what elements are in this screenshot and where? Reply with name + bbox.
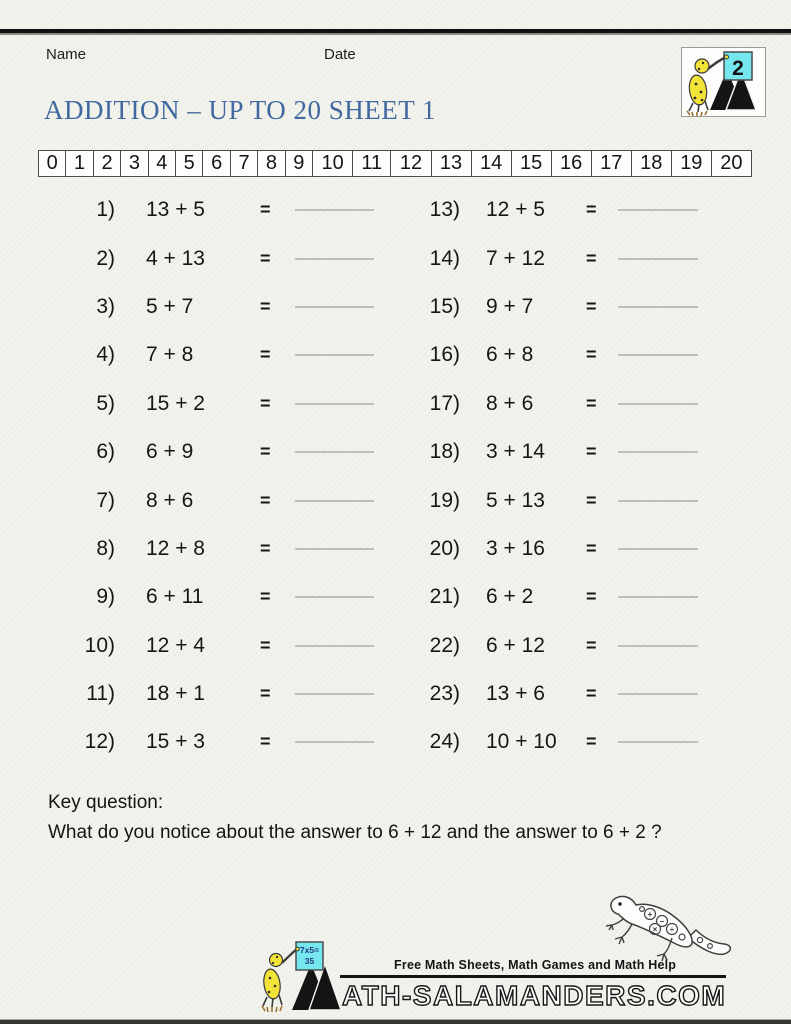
problem-row: [390, 525, 735, 573]
problem-expression: 8 + 6: [486, 391, 534, 415]
number-line-cell: 8: [258, 151, 285, 177]
date-label: Date: [324, 46, 356, 63]
number-line-cell: 16: [551, 151, 591, 177]
problem-expression: 6 + 9: [146, 440, 194, 464]
problem-expression: 4 + 13: [146, 246, 205, 270]
page-title: ADDITION – UP TO 20 SHEET 1: [44, 95, 437, 125]
header-logo: [681, 47, 766, 117]
problem-row: [390, 428, 735, 476]
problem-number: 6): [96, 440, 115, 464]
problem-expression: 15 + 2: [146, 391, 205, 415]
problem-number: 13): [429, 198, 460, 222]
problem-number: 11): [86, 682, 115, 706]
problem-row: [390, 380, 735, 428]
problem-expression: 6 + 11: [146, 585, 204, 609]
number-line-cell: 9: [285, 151, 312, 177]
number-line-cell: 6: [203, 151, 230, 177]
problem-row: [45, 186, 390, 234]
equals-sign: =: [586, 731, 597, 752]
answer-blank[interactable]: [295, 210, 374, 211]
problem-expression: 18 + 1: [146, 682, 205, 706]
answer-blank[interactable]: [618, 694, 698, 695]
answer-blank[interactable]: [618, 597, 698, 598]
problem-number: 9): [96, 585, 115, 609]
footer-salamander-figure: [262, 947, 299, 1012]
problem-number: 24): [429, 730, 460, 754]
equals-sign: =: [586, 586, 597, 607]
problem-expression: 5 + 7: [146, 294, 194, 318]
problem-expression: 13 + 6: [486, 682, 545, 706]
equals-sign: =: [586, 441, 597, 462]
answer-blank[interactable]: [295, 403, 374, 404]
answer-blank[interactable]: [295, 258, 374, 259]
answer-blank[interactable]: [295, 452, 374, 453]
problem-expression: 10 + 10: [486, 730, 557, 754]
problem-row: [45, 718, 390, 766]
equals-sign: =: [260, 199, 271, 220]
problem-number: 10): [84, 633, 115, 657]
problem-expression: 12 + 4: [146, 633, 205, 657]
problem-expression: 5 + 13: [486, 488, 545, 512]
badge-number: 2: [732, 57, 744, 80]
problem-number: 20): [429, 536, 460, 560]
number-line-cell: 0: [39, 151, 66, 177]
equals-sign: =: [260, 441, 271, 462]
site-name-text: ATH-SALAMANDERS.COM: [342, 979, 727, 1011]
equals-sign: =: [260, 586, 271, 607]
problem-expression: 12 + 8: [146, 536, 205, 560]
footer-badge-line2: 35: [304, 956, 315, 966]
answer-blank[interactable]: [295, 500, 374, 501]
problem-row: [390, 573, 735, 621]
number-line-cell: 3: [121, 151, 148, 177]
problem-row: [390, 670, 735, 718]
problem-row: [390, 234, 735, 282]
problem-number: 5): [96, 391, 115, 415]
number-line-table: [38, 150, 752, 177]
footer-logo: [258, 938, 726, 1014]
answer-blank[interactable]: [295, 597, 374, 598]
footer-text-block: [340, 958, 726, 1012]
answer-blank[interactable]: [618, 403, 698, 404]
answer-blank[interactable]: [618, 355, 698, 356]
number-line-cell: 4: [148, 151, 175, 177]
spot-symbol: +: [647, 910, 653, 919]
problem-row: [45, 476, 390, 524]
equals-sign: =: [260, 296, 271, 317]
problem-expression: 9 + 7: [486, 294, 534, 318]
problem-number: 3): [96, 294, 115, 318]
problem-number: 19): [429, 488, 460, 512]
key-question-label: Key question:: [48, 792, 164, 813]
equals-sign: =: [260, 248, 271, 269]
problem-expression: 12 + 5: [486, 198, 545, 222]
problem-number: 17): [429, 391, 460, 415]
name-label: Name: [46, 46, 87, 63]
problem-number: 4): [96, 343, 115, 367]
top-rule: [0, 29, 791, 33]
number-line-cell: 14: [471, 151, 511, 177]
number-line-cell: 19: [671, 151, 711, 177]
problems-column-right: [390, 186, 735, 767]
problem-row: [390, 186, 735, 234]
number-line-cell: 12: [391, 151, 431, 177]
key-question-text: What do you notice about the answer to 6 + 12 and the answer to 6 + 2 ?: [48, 822, 662, 843]
problem-expression: 8 + 6: [146, 488, 194, 512]
problem-number: 23): [429, 682, 460, 706]
problem-number: 7): [96, 488, 115, 512]
problem-row: [45, 234, 390, 282]
equals-sign: =: [260, 393, 271, 414]
problem-row: [45, 525, 390, 573]
problems-column-left: [45, 186, 390, 767]
problem-row: [45, 573, 390, 621]
answer-blank[interactable]: [295, 694, 374, 695]
number-line-cell: 13: [431, 151, 471, 177]
answer-blank[interactable]: [618, 452, 698, 453]
problem-number: 15): [429, 294, 460, 318]
problem-expression: 7 + 8: [146, 343, 194, 367]
number-line-cell: 15: [511, 151, 551, 177]
problem-number: 14): [429, 246, 460, 270]
answer-blank[interactable]: [295, 355, 374, 356]
answer-blank[interactable]: [618, 548, 698, 549]
salamander-easel-icon: [682, 48, 765, 116]
problem-expression: 15 + 3: [146, 730, 205, 754]
problem-row: [45, 670, 390, 718]
problem-expression: 6 + 8: [486, 343, 534, 367]
equals-sign: =: [586, 490, 597, 511]
problem-row: [45, 331, 390, 379]
equals-sign: =: [260, 635, 271, 656]
equals-sign: =: [586, 344, 597, 365]
number-line-cell: 5: [176, 151, 203, 177]
problem-row: [45, 283, 390, 331]
problem-expression: 13 + 5: [146, 198, 205, 222]
answer-blank[interactable]: [295, 306, 374, 307]
problem-row: [390, 331, 735, 379]
equals-sign: =: [260, 683, 271, 704]
answer-blank[interactable]: [295, 645, 374, 646]
problem-row: [390, 283, 735, 331]
answer-blank[interactable]: [618, 258, 698, 259]
problem-number: 1): [96, 198, 115, 222]
equals-sign: =: [586, 248, 597, 269]
equals-sign: =: [586, 683, 597, 704]
footer-tagline: Free Math Sheets, Math Games and Math Help: [340, 958, 726, 978]
problem-number: 21): [429, 585, 460, 609]
problem-number: 16): [429, 343, 460, 367]
problem-expression: 3 + 16: [486, 536, 545, 560]
problem-expression: 3 + 14: [486, 440, 545, 464]
equals-sign: =: [586, 393, 597, 414]
number-line-cell: 11: [353, 151, 391, 177]
spot-symbol: ×: [652, 925, 658, 934]
problem-row: [390, 476, 735, 524]
equals-sign: =: [586, 199, 597, 220]
spot-symbol: ÷: [669, 925, 675, 934]
problem-number: 12): [84, 730, 115, 754]
answer-blank[interactable]: [295, 548, 374, 549]
equals-sign: =: [586, 538, 597, 559]
problem-expression: 6 + 2: [486, 585, 534, 609]
number-line-cell: 2: [93, 151, 120, 177]
answer-blank[interactable]: [618, 500, 698, 501]
equals-sign: =: [260, 538, 271, 559]
problem-row: [390, 622, 735, 670]
problem-row: [390, 718, 735, 766]
number-line-cell: 1: [66, 151, 93, 177]
number-line-cell: 18: [631, 151, 671, 177]
number-line-cell: 10: [313, 151, 353, 177]
equals-sign: =: [260, 344, 271, 365]
answer-blank[interactable]: [618, 742, 698, 743]
problem-row: [45, 380, 390, 428]
answer-blank[interactable]: [618, 306, 698, 307]
equals-sign: =: [586, 296, 597, 317]
equals-sign: =: [260, 490, 271, 511]
problem-number: 18): [429, 440, 460, 464]
problem-row: [45, 622, 390, 670]
answer-blank[interactable]: [618, 645, 698, 646]
key-question: [48, 788, 662, 848]
spot-symbol: −: [659, 917, 665, 926]
answer-blank[interactable]: [618, 210, 698, 211]
equals-sign: =: [260, 731, 271, 752]
problem-number: 2): [96, 246, 115, 270]
bottom-edge: [0, 1020, 791, 1024]
number-line-cell: 7: [230, 151, 257, 177]
problem-number: 22): [429, 633, 460, 657]
problem-row: [45, 428, 390, 476]
problem-expression: 6 + 12: [486, 633, 545, 657]
number-line-cell: 17: [591, 151, 631, 177]
equals-sign: =: [586, 635, 597, 656]
answer-blank[interactable]: [295, 742, 374, 743]
footer-badge-line1: 7x5=: [299, 945, 320, 955]
problem-number: 8): [96, 536, 115, 560]
problem-expression: 7 + 12: [486, 246, 545, 270]
number-line-cell: 20: [711, 151, 751, 177]
